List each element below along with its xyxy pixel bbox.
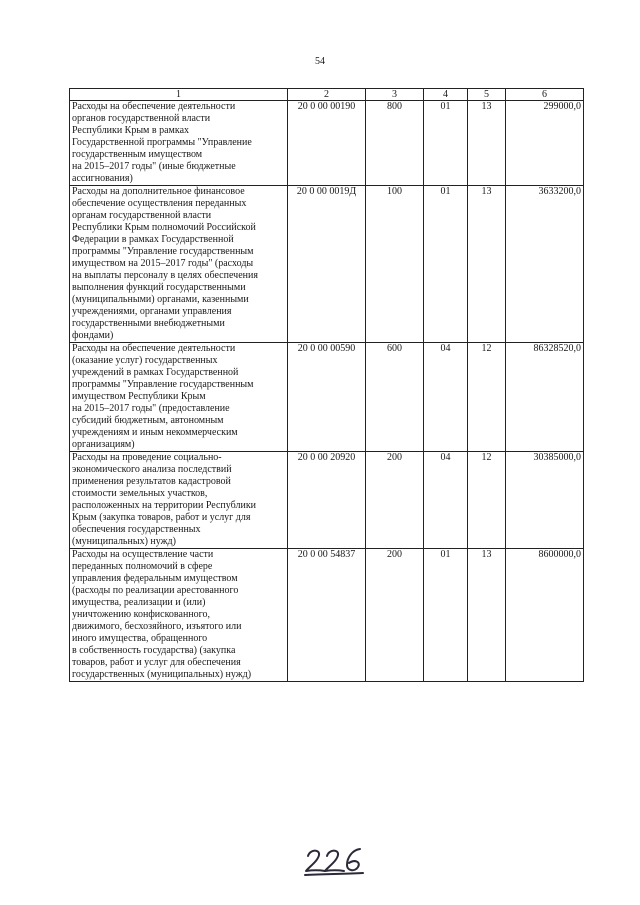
row-target-code: 20 0 00 00590 — [288, 343, 366, 452]
column-header: 2 — [288, 89, 366, 101]
row-target-code: 20 0 00 0019Д — [288, 186, 366, 343]
table-row — [70, 186, 584, 343]
row-subsection: 13 — [468, 549, 506, 682]
row-amount: 8600000,0 — [506, 549, 584, 682]
row-amount: 3633200,0 — [506, 186, 584, 343]
column-header: 3 — [366, 89, 424, 101]
row-description: Расходы на обеспечение деятельности органов государственной власти Республики Крым в рамках Государственной программы "Управление государственным имуществом на 2015–2017 годы" (иные бюджетные ассигнования) — [70, 101, 288, 186]
row-section: 04 — [424, 452, 468, 549]
column-header: 1 — [70, 89, 288, 101]
column-header: 5 — [468, 89, 506, 101]
handwritten-226-drawing — [300, 840, 370, 880]
row-section: 01 — [424, 549, 468, 682]
table-row — [70, 343, 584, 452]
row-expense-type: 600 — [366, 343, 424, 452]
row-expense-type: 200 — [366, 549, 424, 682]
row-expense-type: 100 — [366, 186, 424, 343]
row-description: Расходы на осуществление части переданных полномочий в сфере управления федеральным имуществом (расходы по реализации арестованного имущества, реализации и (или) уничтожению конфискованного, движимого, бесхозяйного, изъятого или иного имущества, обращенного в собственность государства) (закупка товаров, работ и услуг для обеспечения государственных (муниципальных) нужд) — [70, 549, 288, 682]
table-row — [70, 549, 584, 682]
column-header: 6 — [506, 89, 584, 101]
row-description: Расходы на дополнительное финансовое обеспечение осуществления переданных органам государственной власти Республики Крым полномочий Российской Федерации в рамках Государственной программы "Управление государственным имуществом на 2015–2017 годы" (расходы на выплаты персоналу в целях обеспечения выполнения функций государственными (муниципальными) органами, казенными учреждениями, органами управления государственными внебюджетными фондами) — [70, 186, 288, 343]
row-amount: 30385000,0 — [506, 452, 584, 549]
header-row — [70, 89, 584, 101]
row-amount: 86328520,0 — [506, 343, 584, 452]
row-description: Расходы на обеспечение деятельности (оказание услуг) государственных учреждений в рамках Государственной программы "Управление государственным имуществом Республики Крым на 2015–2017 годы" (предоставление субсидий бюджетным, автономным учреждениям и иным некоммерческим организациям) — [70, 343, 288, 452]
row-section: 01 — [424, 186, 468, 343]
row-target-code: 20 0 00 54837 — [288, 549, 366, 682]
handwritten-page-number — [300, 840, 370, 880]
row-expense-type: 200 — [366, 452, 424, 549]
row-subsection: 12 — [468, 343, 506, 452]
row-section: 01 — [424, 101, 468, 186]
table-row — [70, 101, 584, 186]
page-number: 54 — [315, 56, 325, 67]
row-target-code: 20 0 00 20920 — [288, 452, 366, 549]
row-subsection: 13 — [468, 186, 506, 343]
row-amount: 299000,0 — [506, 101, 584, 186]
row-expense-type: 800 — [366, 101, 424, 186]
row-section: 04 — [424, 343, 468, 452]
column-header: 4 — [424, 89, 468, 101]
row-target-code: 20 0 00 00190 — [288, 101, 366, 186]
row-subsection: 13 — [468, 101, 506, 186]
row-subsection: 12 — [468, 452, 506, 549]
budget-table — [69, 88, 584, 682]
table-row — [70, 452, 584, 549]
row-description: Расходы на проведение социально- экономического анализа последствий применения результатов кадастровой стоимости земельных участков, расположенных на территории Республики Крым (закупка товаров, работ и услуг для обеспечения государственных (муниципальных) нужд) — [70, 452, 288, 549]
